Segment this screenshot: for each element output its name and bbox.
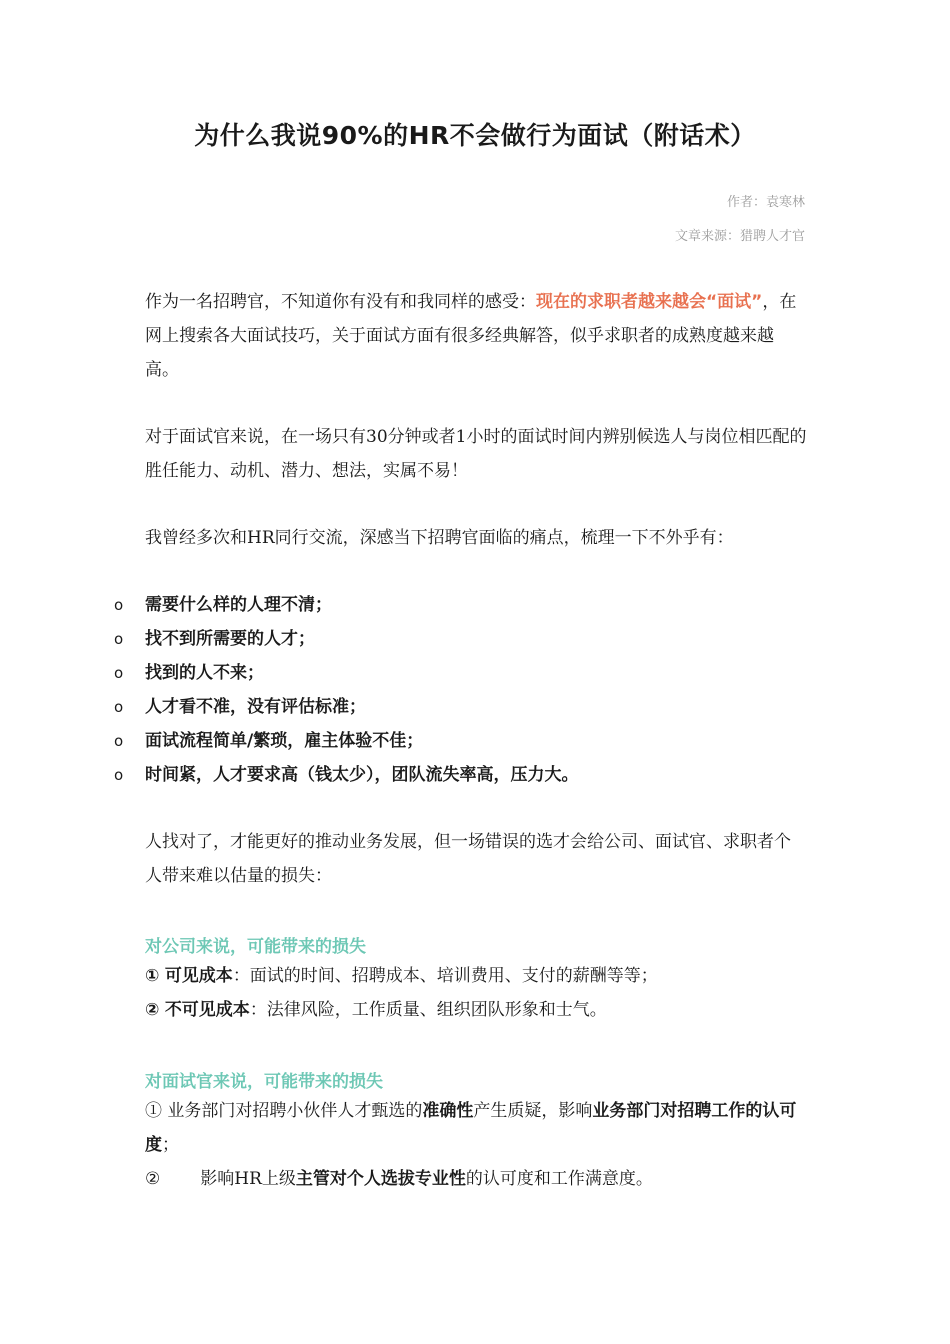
interviewer-loss-item-1 (145, 1094, 810, 1162)
list-item-text: 找不到所需要的人才； (145, 629, 315, 649)
item-bold: 业务部门对招聘工作的认可度 (145, 1101, 797, 1155)
bullet-marker: o (114, 630, 124, 648)
intro-text-rest: ，在网上搜索各大面试技巧，关于面试方面有很多经典解答，似乎求职者的成熟度越来越高。 (145, 292, 797, 380)
list-item-text: 需要什么样的人理不清； (145, 595, 332, 615)
item-text: 产生质疑，影响 (473, 1101, 593, 1121)
item-text: ：法律风险，工作质量、组织团队形象和士气。 (249, 1000, 607, 1020)
list-item (0, 690, 950, 724)
item-number: ② (145, 1000, 160, 1020)
paragraph-pain-points: 我曾经多次和HR同行交流，深感当下招聘官面临的痛点，梳理一下不外乎有： (145, 528, 734, 548)
item-number: ① (145, 1101, 162, 1121)
list-item (0, 622, 950, 656)
source-line: 文章来源：猎聘人才官 (674, 229, 805, 244)
item-text: 业务部门对招聘小伙伴人才甄选的 (167, 1101, 423, 1121)
document-title: 为什么我说90%的HR不会做行为面试（附话术） (194, 121, 756, 150)
bullet-marker: o (114, 766, 124, 784)
interviewer-loss-item-2 (145, 1162, 810, 1196)
intro-highlight: 现在的求职者越来越会“面试” (536, 292, 763, 312)
item-bold: 主管对个人选拔专业性 (295, 1169, 466, 1189)
item-label: 可见成本 (164, 966, 233, 986)
item-number: ② (145, 1169, 161, 1189)
intro-paragraph (145, 285, 807, 387)
bullet-marker: o (114, 596, 124, 614)
item-text: 的认可度和工作满意度。 (465, 1169, 653, 1189)
author-line: 作者：袁寒林 (726, 195, 805, 210)
list-item-text: 人才看不准，没有评估标准； (145, 697, 366, 717)
company-loss-item (145, 993, 810, 1027)
bullet-marker: o (114, 698, 124, 716)
list-item (0, 724, 950, 758)
item-text: ：面试的时间、招聘成本、培训费用、支付的薪酬等等； (232, 966, 658, 986)
list-item (0, 656, 950, 690)
bullet-marker: o (114, 664, 124, 682)
paragraph-interviewer: 对于面试官来说，在一场只有30分钟或者1小时的面试时间内辨别候选人与岗位相匹配的胜任能力、动机、潜力、想法，实属不易！ (145, 427, 807, 481)
item-bold: 准确性 (422, 1101, 474, 1121)
item-text: 影响HR上级 (200, 1169, 296, 1189)
bullet-marker: o (114, 732, 124, 750)
item-text: ； (162, 1135, 179, 1155)
pain-point-list (0, 588, 950, 792)
list-item (0, 588, 950, 622)
list-item-text: 时间紧，人才要求高（钱太少），团队流失率高，压力大。 (145, 765, 579, 785)
paragraph-losses: 人找对了，才能更好的推动业务发展，但一场错误的选才会给公司、面试官、求职者个人带来难以估量的损失： (145, 832, 791, 886)
list-item-text: 面试流程简单/繁琐，雇主体验不佳； (145, 731, 424, 751)
intro-text: 作为一名招聘官，不知道你有没有和我同样的感受： (145, 292, 536, 312)
item-number: ① (145, 966, 160, 986)
list-item (0, 758, 950, 792)
section-heading-interviewer: 对面试官来说，可能带来的损失 (145, 1072, 383, 1092)
section-heading-company: 对公司来说，可能带来的损失 (145, 937, 366, 957)
item-label: 不可见成本 (164, 1000, 250, 1020)
company-loss-item (145, 959, 810, 993)
list-item-text: 找到的人不来； (145, 663, 264, 683)
